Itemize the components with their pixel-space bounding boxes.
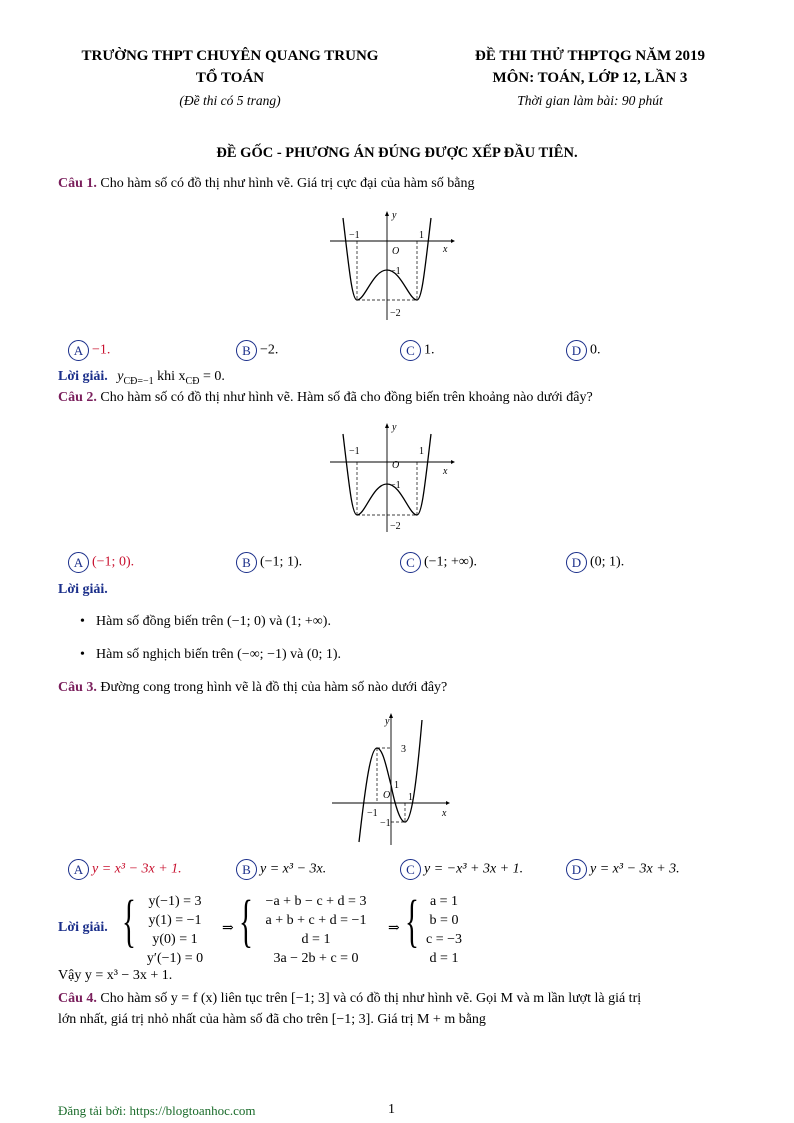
svg-text:1: 1 bbox=[408, 792, 413, 803]
option-d[interactable]: D 0. bbox=[566, 340, 601, 361]
svg-text:O: O bbox=[392, 460, 400, 471]
solution-bullet: • Hàm số đồng biến trên (−1; 0) và (1; +∞). bbox=[96, 614, 331, 630]
school-name: TRƯỜNG THPT CHUYÊN QUANG TRUNG bbox=[81, 48, 379, 64]
option-c[interactable]: C y = −x³ + 3x + 1. bbox=[400, 859, 523, 880]
origin-label: O bbox=[392, 246, 400, 257]
svg-text:1: 1 bbox=[394, 780, 399, 791]
svg-text:−1: −1 bbox=[367, 808, 378, 819]
footer-source[interactable]: Đăng tải bởi: https://blogtoanhoc.com bbox=[58, 1103, 256, 1118]
conclusion: Vậy y = x³ − 3x + 1. bbox=[58, 968, 173, 983]
svg-text:−1: −1 bbox=[349, 446, 360, 457]
cubic-graph bbox=[330, 710, 452, 845]
option-d[interactable]: D (0; 1). bbox=[566, 552, 624, 573]
tick-label: 1 bbox=[419, 230, 424, 241]
svg-text:y: y bbox=[385, 716, 390, 727]
svg-text:3: 3 bbox=[401, 744, 406, 755]
exam-title: ĐỀ THI THỬ THPTQG NĂM 2019 bbox=[475, 48, 705, 64]
svg-text:−1: −1 bbox=[390, 480, 401, 491]
solution-label: Lời giải. bbox=[58, 920, 108, 935]
pages-note: (Đề thi có 5 trang) bbox=[179, 93, 281, 108]
option-c[interactable]: C 1. bbox=[400, 340, 435, 361]
option-b[interactable]: B −2. bbox=[236, 340, 278, 361]
question-text: Cho hàm số có đồ thị như hình vẽ. Giá trị cực đại của hàm số bằng bbox=[100, 176, 475, 191]
exam-time: Thời gian làm bài: 90 phút bbox=[517, 93, 663, 108]
quartic-graph-1 bbox=[325, 208, 455, 320]
quartic-graph-2 bbox=[325, 420, 455, 532]
question-3: Câu 3. Đường cong trong hình vẽ là đồ thị của hàm số nào dưới đây? bbox=[58, 680, 448, 695]
system-3: a = 1 b = 0 c = −3 d = 1 bbox=[425, 894, 462, 966]
solution-label: Lời giải. bbox=[58, 582, 108, 597]
solution-1: Lời giải. $y_{CĐ=-1}$ khi $x_{CĐ} = 0$. bbox=[58, 369, 225, 387]
question-2: Câu 2. Cho hàm số có đồ thị như hình vẽ. Hàm số đã cho đồng biến trên khoảng nào dưới đây? bbox=[58, 390, 593, 405]
svg-text:−2: −2 bbox=[390, 521, 401, 532]
exam-subject: MÔN: TOÁN, LỚP 12, LẦN 3 bbox=[492, 70, 688, 86]
option-a[interactable]: A −1. bbox=[68, 340, 110, 361]
option-b[interactable]: B y = x³ − 3x. bbox=[236, 859, 326, 880]
tick-label: −2 bbox=[390, 308, 401, 319]
tick-label: −1 bbox=[390, 266, 401, 277]
system-2: −a + b − c + d = 3 a + b + c + d = −1 d = 1 3a − 2b + c = 0 bbox=[265, 894, 367, 966]
svg-text:x: x bbox=[442, 808, 447, 819]
tick-label: −1 bbox=[349, 230, 360, 241]
question-4-line2: lớn nhất, giá trị nhỏ nhất của hàm số đã cho trên [−1; 3]. Giá trị M + m bằng bbox=[58, 1012, 486, 1027]
option-c[interactable]: C (−1; +∞). bbox=[400, 552, 477, 573]
group-name: TỔ TOÁN bbox=[195, 70, 265, 86]
question-4: Câu 4. Cho hàm số y = f (x) liên tục trên [−1; 3] và có đồ thị như hình vẽ. Gọi M và m lần lượt là giá trị bbox=[58, 991, 642, 1006]
svg-text:1: 1 bbox=[419, 446, 424, 457]
question-label: Câu 1. bbox=[58, 176, 97, 191]
axis-label: x bbox=[443, 244, 448, 255]
solution-bullet: • Hàm số nghịch biến trên (−∞; −1) và (0; 1). bbox=[96, 647, 341, 663]
implies-arrow: ⇒ bbox=[388, 921, 400, 936]
left-brace: { bbox=[121, 888, 136, 953]
svg-text:y: y bbox=[392, 422, 397, 433]
option-d[interactable]: D y = x³ − 3x + 3. bbox=[566, 859, 680, 880]
option-a[interactable]: A (−1; 0). bbox=[68, 552, 134, 573]
question-1 bbox=[58, 176, 474, 192]
page-number: 1 bbox=[388, 1102, 395, 1117]
option-a[interactable]: A y = x³ − 3x + 1. bbox=[68, 859, 182, 880]
svg-text:−1: −1 bbox=[380, 818, 391, 829]
svg-text:O: O bbox=[383, 790, 391, 801]
system-1: y(−1) = 3 y(1) = −1 y(0) = 1 y′(−1) = 0 bbox=[146, 894, 204, 966]
svg-text:x: x bbox=[443, 466, 448, 477]
implies-arrow: ⇒ bbox=[222, 921, 234, 936]
left-brace: { bbox=[404, 888, 419, 953]
doc-title: ĐỀ GỐC - PHƯƠNG ÁN ĐÚNG ĐƯỢC XẾP ĐẦU TIÊN. bbox=[216, 145, 578, 161]
left-brace: { bbox=[238, 888, 253, 953]
option-b[interactable]: B (−1; 1). bbox=[236, 552, 302, 573]
axis-label: y bbox=[392, 210, 397, 221]
